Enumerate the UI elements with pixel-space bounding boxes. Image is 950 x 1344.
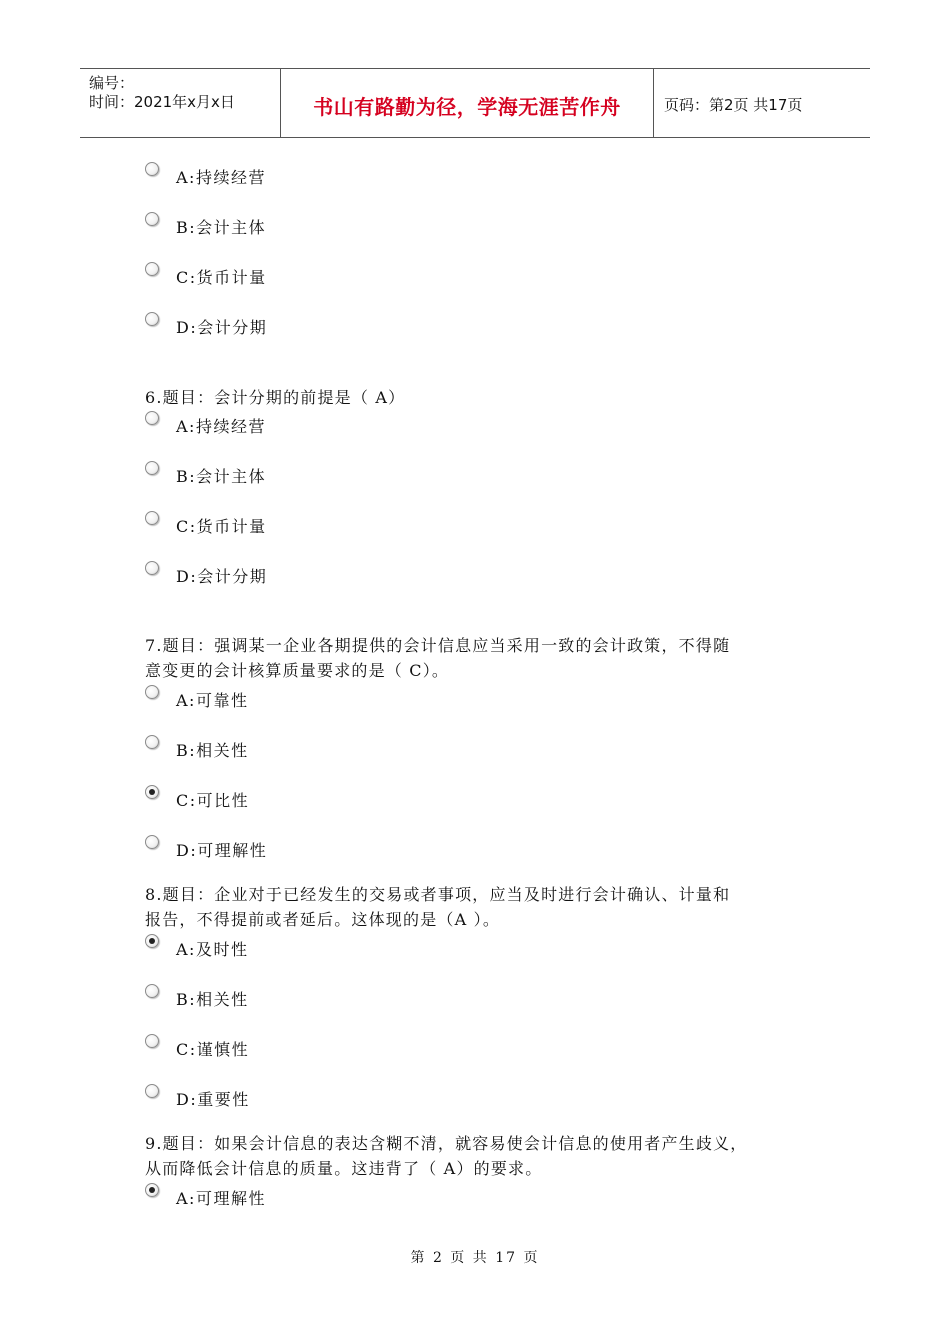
question-text-line: 7.题目：强调某一企业各期提供的会计信息应当采用一致的会计政策，不得随 [145,636,731,655]
question-text [145,385,805,410]
question-text-line: 9.题目：如果会计信息的表达含糊不清，就容易使会计信息的使用者产生歧义， [145,1134,748,1153]
answer-option-label: B:会计主体 [176,218,267,237]
radio-unselected-icon[interactable] [145,984,159,998]
radio-unselected-icon[interactable] [145,685,159,699]
answer-option-label: D:重要性 [176,1090,250,1109]
answer-option-label: C:谨慎性 [176,1040,250,1059]
radio-unselected-icon[interactable] [145,1084,159,1098]
document-number-label: 编号： [89,74,135,92]
answer-option-label: A:可靠性 [176,691,249,710]
question-text-line: 6.题目：会计分期的前提是（ A） [145,388,406,407]
page-footer: 第 2 页 共 17 页 [410,1250,540,1266]
question-text-line: 从而降低会计信息的质量。这违背了（ A）的要求。 [145,1159,543,1178]
header-page-info: 页码：第2页 共17页 [664,96,803,114]
radio-unselected-icon[interactable] [145,1034,159,1048]
question-text-line: 报告，不得提前或者延后。这体现的是（A ）。 [145,910,501,929]
radio-unselected-icon[interactable] [145,511,159,525]
radio-unselected-icon[interactable] [145,835,159,849]
document-time-label: 时间：2021年x月x日 [89,93,235,111]
question-text [145,882,805,932]
answer-option-label: B:相关性 [176,990,249,1009]
question-text-line: 8.题目：企业对于已经发生的交易或者事项，应当及时进行会计确认、计量和 [145,885,731,904]
radio-unselected-icon[interactable] [145,162,159,176]
radio-unselected-icon[interactable] [145,561,159,575]
answer-option-label: B:相关性 [176,741,249,760]
answer-option-label: C:可比性 [176,791,250,810]
answer-option-label: D:会计分期 [176,567,268,586]
page-header [80,68,870,138]
header-motto: 书山有路勤为径，学海无涯苦作舟 [313,95,621,119]
radio-unselected-icon[interactable] [145,312,159,326]
radio-selected-icon[interactable] [145,785,159,799]
radio-unselected-icon[interactable] [145,262,159,276]
question-text [145,633,805,683]
answer-option-label: C:货币计量 [176,517,267,536]
answer-option-label: A:可理解性 [176,1189,266,1208]
header-page-cell [654,69,870,137]
header-meta-cell [80,69,281,137]
question-text [145,1131,805,1181]
radio-dot-icon [149,789,155,795]
radio-unselected-icon[interactable] [145,411,159,425]
answer-option-label: D:可理解性 [176,841,268,860]
answer-option-label: D:会计分期 [176,318,268,337]
radio-unselected-icon[interactable] [145,212,159,226]
answer-option-label: B:会计主体 [176,467,267,486]
answer-option-label: A:及时性 [176,940,249,959]
radio-dot-icon [149,938,155,944]
radio-unselected-icon[interactable] [145,735,159,749]
answer-option-label: A:持续经营 [176,168,266,187]
radio-dot-icon [149,1187,155,1193]
radio-unselected-icon[interactable] [145,461,159,475]
radio-selected-icon[interactable] [145,934,159,948]
answer-option-label: A:持续经营 [176,417,266,436]
question-text-line: 意变更的会计核算质量要求的是（ C）。 [145,661,450,680]
answer-option-label: C:货币计量 [176,268,267,287]
radio-selected-icon[interactable] [145,1183,159,1197]
header-motto-cell [281,69,654,137]
